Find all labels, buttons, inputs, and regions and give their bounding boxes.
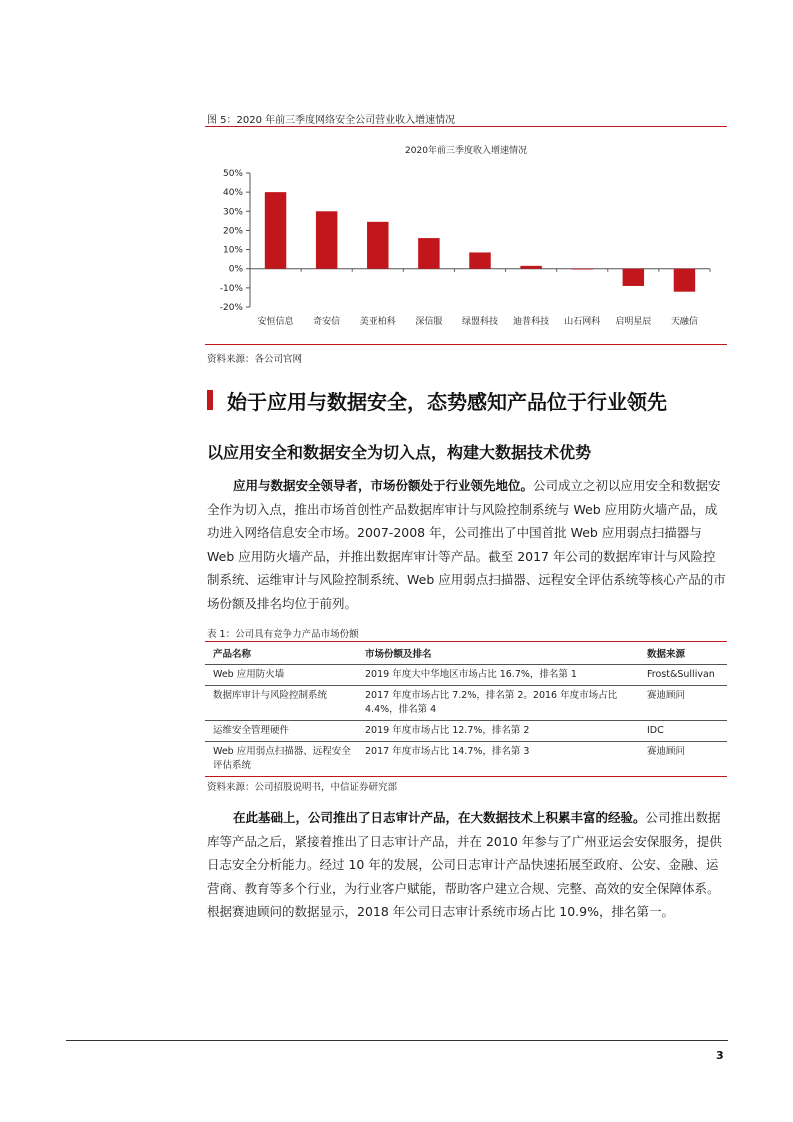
table-cell: 2019 年度市场占比 12.7%，排名第 2 [357,721,639,742]
table-caption: 表 1：公司具有竞争力产品市场份额 [207,629,359,640]
section-title: 始于应用与数据安全，态势感知产品位于行业领先 [227,390,667,414]
chart-axes [220,169,710,313]
table-cell: 运维安全管理硬件 [205,721,357,742]
paragraph-lead: 在此基础上，公司推出了日志审计产品，在大数据技术上积累丰富的经验。 [233,810,646,825]
table-cell: 赛迪顾问 [639,686,727,721]
bar-3 [418,238,439,269]
table-cell: 数据库审计与风险控制系统 [205,686,357,721]
chart-title: 2020年前三季度收入增速情况 [405,146,527,156]
x-category-label: 美亚柏科 [359,317,396,327]
section-marker [207,390,213,410]
table-cell: 2019 年度大中华地区市场占比 16.7%，排名第 1 [357,665,639,686]
page-number: 3 [716,1049,724,1062]
y-tick-label: -10% [219,283,243,294]
y-tick-label: 50% [222,169,243,179]
y-tick-label: 0% [228,264,243,275]
figure-bottom-divider [205,344,727,345]
paragraph-body: 公司推出数据库等产品之后，紧接着推出了日志审计产品，并在 2010 年参与了广州亚运会安保服务，提供日志安全分析能力。经过 10 年的发展，公司日志审计产品快速拓展至政府、公安、金融、运营商、教育等多个行业，为行业客户赋能，帮助客户建立合规、完整、高效的安全保障体系。根据赛迪顾问的数据显示，2018 年公司日志审计系统市场占比 10.9%，排名第一。 [207,810,722,919]
table-header-source: 数据来源 [639,642,727,665]
y-tick-label: 30% [222,207,243,218]
paragraph-log-audit [207,806,727,924]
x-category-label: 深信服 [415,317,443,327]
bar-8 [674,269,695,292]
paragraph-market-leadership [207,474,727,615]
table-cell: 2017 年度市场占比 7.2%，排名第 2。2016 年度市场占比 4.4%，排名第 4 [357,686,639,721]
paragraph-lead: 应用与数据安全领导者，市场份额处于行业领先地位。 [233,478,534,493]
table-header-share: 市场份额及排名 [357,642,639,665]
table-cell: Web 应用防火墙 [205,665,357,686]
y-tick-label: -20% [219,303,243,313]
x-category-label: 天融信 [670,317,698,327]
table-row [205,742,727,777]
table-source: 资料来源：公司招股说明书，中信证券研究部 [207,782,398,793]
table-cell: Web 应用弱点扫描器、远程安全评估系统 [205,742,357,777]
table-cell: 2017 年度市场占比 14.7%，排名第 3 [357,742,639,777]
bar-1 [316,211,337,268]
figure-caption: 图 5：2020 年前三季度网络安全公司营业收入增速情况 [207,115,456,126]
y-tick-label: 40% [222,188,243,199]
y-tick-label: 20% [222,226,243,237]
table-row [205,686,727,721]
table-header-product: 产品名称 [205,642,357,665]
bar-0 [265,192,286,269]
x-category-label: 山石网科 [564,317,601,327]
revenue-growth-bar-chart [205,135,727,340]
table-cell: Frost&Sullivan [639,665,727,686]
footer-divider [66,1040,728,1041]
bar-7 [623,269,644,286]
figure-top-divider [205,126,727,127]
bar-2 [367,222,388,269]
y-tick-label: 10% [222,245,243,256]
section-subtitle: 以应用安全和数据安全为切入点，构建大数据技术优势 [207,443,592,462]
paragraph-body: 公司成立之初以应用安全和数据安全作为切入点，推出市场首创性产品数据库审计与风险控制系统与 Web 应用防火墙产品，成功进入网络信息安全市场。2007-2008 年，公司推出了中国首批 Web 应用弱点扫描器与 Web 应用防火墙产品，并推出数据库审计等产品。截至 2017 年公司的数据库审计与风险控制系统、运维审计与风险控制系统、Web 应用弱点扫描器、远程安全评估系统等核心产品的市场份额及排名均位于前列。 [207,478,726,611]
x-category-label: 安恒信息 [257,317,294,327]
x-category-label: 迪普科技 [513,317,550,327]
table-cell: 赛迪顾问 [639,742,727,777]
figure-source: 资料来源：各公司官网 [207,354,303,365]
product-share-table [205,641,727,777]
bar-5 [520,266,541,269]
table-header-row [205,642,727,665]
bar-6 [571,269,592,270]
bar-4 [469,252,490,268]
chart-bars [265,192,695,292]
table-cell: IDC [639,721,727,742]
chart-category-labels [258,315,698,327]
table-row [205,665,727,686]
x-category-label: 启明星辰 [615,317,652,327]
x-category-label: 奇安信 [313,317,341,327]
x-category-label: 绿盟科技 [461,317,499,327]
table-row [205,721,727,742]
